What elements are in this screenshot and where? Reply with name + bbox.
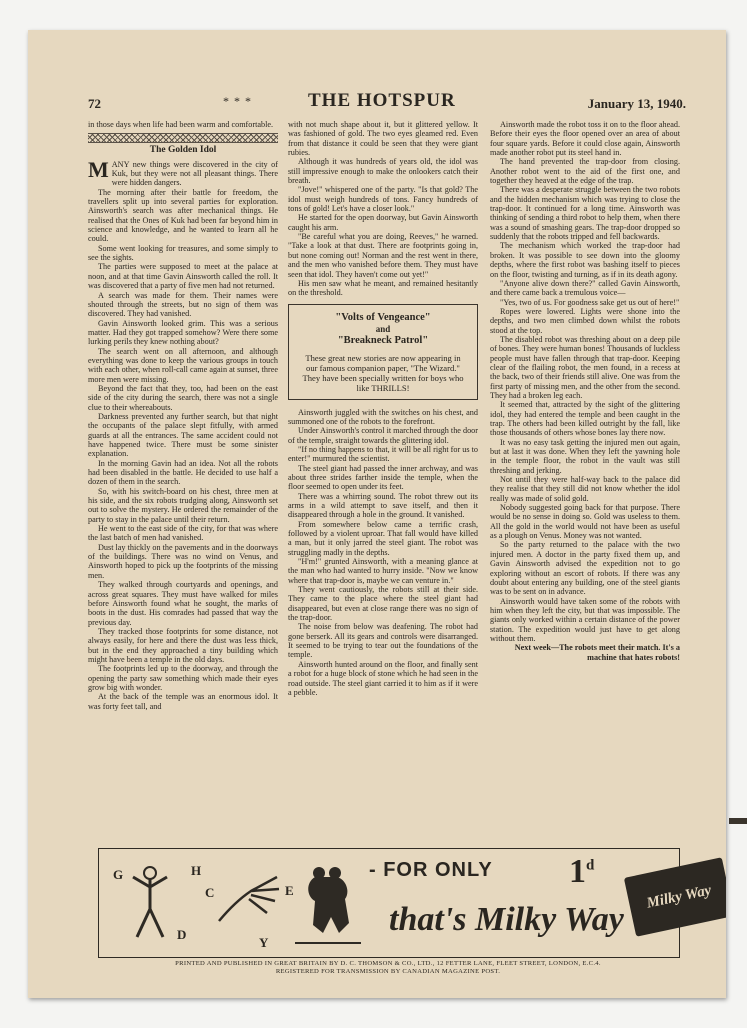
imprint-line: REGISTERED FOR TRANSMISSION BY CANADIAN MAGAZINE POST. xyxy=(275,968,501,975)
ad-tagline: that's Milky Way xyxy=(389,901,624,938)
printer-imprint xyxy=(98,960,678,976)
paragraph: "Jove!" whispered one of the party. "Is that gold? The idol must weigh hundreds of tons. Fancy hundreds of tons of gold! Let's have a closer look." xyxy=(288,185,478,214)
paragraph: From somewhere below came a terrific crash, followed by a violent uproar. That fall would have killed a man, but it only jarred the steel giant. The robot was struggling madly in the depths. xyxy=(288,519,478,557)
paragraph: It was no easy task getting the injured men out again, but at last it was done. When they left the yawning hole in the temple floor, the robot in the vault was still threshing and jerking. xyxy=(490,437,680,475)
paragraph: Darkness prevented any further search, but that night the occupants of the palace slept fitfully, with armed guards at all the entrances. The same accident could not have happened twice. There must be some sinister explanation. xyxy=(88,411,278,459)
promo-and: and xyxy=(375,323,391,334)
paragraph: He went to the east side of the city, for that was where the last batch of men had vanished. xyxy=(88,524,278,543)
paragraph: The disabled robot was threshing about on a deep pile of bones. They were human bones! Thousands of luckless people must have fallen through that trap-door. Keeping clear of the flailing robot, the men found, in a recess at the back, two of their friends still alive. One was from the first party of missing men, and the other from the second. They had a broken leg each. xyxy=(490,334,680,400)
paragraph: Ainsworth juggled with the switches on his chest, and summoned one of the robots to the forefront. xyxy=(288,407,478,426)
paragraph: They went cautiously, the robots still at their side. They came to the place where the steel giant had disappeared, but even at close range there was no sign of the trap-door. xyxy=(288,585,478,623)
paragraph: "Yes, two of us. For goodness sake get us out of here!" xyxy=(500,297,680,307)
paragraph: "Be careful what you are doing, Reeves," he warned. "Take a look at that dust. There are footprints going in, but none coming out! Norman and the rest went in there, and the men who vanished before them. They must have seen that idol. They haven't come out yet!" xyxy=(288,232,478,279)
paragraph: The steel giant had passed the inner archway, and was about three strides farther inside the temple, when the floor seemed to open under its feet. xyxy=(288,463,478,492)
paragraph: Although it was hundreds of years old, the idol was still impressive enough to make the onlookers catch their breath. xyxy=(288,157,478,186)
paragraph: Ropes were lowered. Lights were shone into the depths, and two men climbed down whilst the robots stood at the top. xyxy=(490,306,680,335)
decorative-rule xyxy=(88,133,278,143)
bear-shadow-icon xyxy=(295,863,361,947)
paragraph: So the party returned to the palace with the two injured men. A doctor in the party fixed them up, and Gavin Ainsworth advised the expedition not to go exploring without an escort of robots. If there was any doubt about entering any building, one of the steel giants was to be sent on in advance. xyxy=(490,540,680,597)
ad-letter: E xyxy=(285,883,294,898)
hand-shadow-icon xyxy=(215,869,283,929)
ad-price-unit: d xyxy=(586,857,595,874)
chocolate-bar-image xyxy=(624,857,726,936)
paragraph: "Anyone alive down there?" called Gavin Ainsworth, and there came back a tremulous voice— xyxy=(490,278,680,298)
magazine-page xyxy=(28,30,726,998)
running-man-icon xyxy=(123,863,177,947)
paragraph: Ainsworth hunted around on the floor, and finally sent a robot for a huge block of stone which he had seen in the road outside. The steel giant carried it to him as if it were a pebble. xyxy=(288,659,478,697)
paragraph: Nobody suggested going back for that purpose. There would be no sense in doing so. Gold was useless to them. All the gold in the world would not have been as useful as a plough on Venus. Money was not wanted. xyxy=(490,503,680,541)
ad-price xyxy=(569,853,594,891)
promo-title: "Volts of Vengeance" xyxy=(335,311,431,323)
ad-letter: C xyxy=(205,885,215,900)
header-ornament: * * * xyxy=(223,94,252,108)
page-number: 72 xyxy=(88,96,101,111)
article-columns xyxy=(88,120,688,848)
ad-letter: Y xyxy=(259,935,269,950)
paragraph-text: ANY new things were discovered in the city of Kuk, but they were not all pleasant things. There were hidden dangers. xyxy=(111,159,278,188)
promo-body: These great new stories are now appearing in our famous companion paper, "The Wizard." They have been specially written for boys who like THRILLS! xyxy=(302,352,464,393)
paragraph: They tracked those footprints for some distance, not always easily, for here and there the dust was less thick, but in the end they approached a tiny building which might have been a temple in the old days. xyxy=(88,626,278,664)
paragraph: "If no thing happens to that, it will be all right for us to enter!" murmured the scientist. xyxy=(288,444,478,464)
paragraph: Dust lay thickly on the pavements and in the doorways of the buildings. There was no wind on Venus, and Ainsworth hoped to pick up the footprints of the missing men. xyxy=(88,542,278,580)
paragraph: The parties were supposed to meet at the palace at noon, and at that time Gavin Ainsworth called the roll. It was discovered that a party of five men had not returned. xyxy=(88,262,278,291)
paragraph: The noise from below was deafening. The robot had gone berserk. All its gears and controls were disarranged. It seemed to be trying to tear out the foundations of the temple. xyxy=(288,622,478,660)
column-3 xyxy=(490,120,680,848)
paragraph: There was a desperate struggle between the two robots and the hidden mechanism which was trying to close the trap-door. It continued for a long time. Ainsworth was thinking of sending a third robot to help them, when there was a sound of smashing gears. The trap-door dropped so suddenly that the robots tripped and fell backwards. xyxy=(490,185,680,242)
paragraph: "H'm!" grunted Ainsworth, with a meaning glance at the man who had wanted to hurry inside. "Now we know where that trap-door is, maybe we can venture in." xyxy=(288,557,478,585)
paragraph: in those days when life had been warm and comfortable. xyxy=(88,120,274,129)
ad-letter: G xyxy=(113,867,124,882)
promo-subtitle: "Breakneck Patrol" xyxy=(337,334,429,346)
paragraph: The mechanism which worked the trap-door had broken. It was possible to see down into the gloomy depths, where the first robot was bashing itself to pieces on the floor, twisting and turning, as if in its death agony. xyxy=(490,241,680,279)
drop-cap: M xyxy=(88,156,109,182)
paragraph: He started for the open doorway, but Gavin Ainsworth caught his arm. xyxy=(288,213,478,232)
paragraph: His men saw what he meant, and remained hesitantly on the threshold. xyxy=(288,278,478,298)
paragraph: Under Ainsworth's control it marched through the door of the temple, straight towards the glittering idol. xyxy=(288,426,478,445)
column-1 xyxy=(88,120,278,848)
paragraph: At the back of the temple was an enormous idol. It was forty feet tall, and xyxy=(88,692,278,711)
paragraph: The hand prevented the trap-door from closing. Another robot went to the aid of the first one, and together they heaved at the edge of the trap. xyxy=(490,157,680,186)
ad-letter: D xyxy=(177,927,187,942)
paragraph: They walked through courtyards and openings, and across great squares. They must have walked for miles before Ainsworth found what he sought, the marks of boots in the dust. His comrades had passed that way the previous day. xyxy=(88,580,278,627)
paragraph: Ainsworth would have taken some of the robots with him when they left the city, but that was impossible. The giants only worked within a certain distance of the power station. The expedition would just have to get along without them. xyxy=(490,596,680,643)
edge-mark xyxy=(729,818,747,824)
ad-price-value: 1 xyxy=(569,853,586,890)
paragraph: Some went looking for treasures, and some simply to see the sights. xyxy=(88,243,278,263)
paragraph: Not until they were half-way back to the palace did they realise that they still did not know whether the idol really was made of solid gold. xyxy=(490,475,680,503)
paragraph: The search went on all afternoon, and although everything was done to keep the various groups in touch with each other, when roll-call came again at sunset, three more men were missing. xyxy=(88,346,278,384)
paragraph: In the morning Gavin had an idea. Not all the robots had been disabled in the battle. He decided to use half a dozen of them in the search. xyxy=(88,458,278,487)
page-header xyxy=(88,90,686,120)
next-week-teaser: Next week—The robots meet their match. It's a machine that hates robots! xyxy=(514,643,680,662)
paragraph: The morning after their battle for freedom, the travellers split up into several parties for exploration. Ainsworth's search was after mechanical things. He realised that the Ones of Kuk had been far beyond him in science and knowledge, and he wanted to learn all he could. xyxy=(88,187,278,244)
section-title: The Golden Idol xyxy=(149,145,217,156)
paragraph: Beyond the fact that they, too, had been on the east side of the city during the search, there was not a single clue to their whereabouts. xyxy=(88,383,278,412)
promo-box xyxy=(288,304,478,400)
magazine-title: THE HOTSPUR xyxy=(308,90,456,111)
paragraph: with not much shape about it, but it glittered yellow. It was fashioned of gold. The two eyes gleamed red. Even from that distance it could be seen that they were giant rubies. xyxy=(288,120,478,158)
bar-label: Milky Way xyxy=(645,881,713,912)
paragraph: Ainsworth made the robot toss it on to the floor ahead. Before their eyes the floor opened over an area of about four square yards. Before it could close again, Ainsworth made another robot put its steel hand in. xyxy=(490,120,680,158)
issue-date: January 13, 1940. xyxy=(587,96,686,111)
paragraph: A search was made for them. Their names were shouted through the streets, but no sign of them was discovered. They had vanished. xyxy=(88,290,278,319)
imprint-line: PRINTED AND PUBLISHED IN GREAT BRITAIN BY D. C. THOMSON & CO., LTD., 12 FETTER LANE, FLEET STREET, LONDON, E.C.4. xyxy=(175,960,601,967)
paragraph: Gavin Ainsworth looked grim. This was a serious matter. Had they got trapped somehow? Were there some lurking perils they knew nothing about? xyxy=(88,318,278,347)
paragraph: The footprints led up to the doorway, and through the opening the party saw something which made their eyes grow big with wonder. xyxy=(88,664,278,692)
ad-headline: - FOR ONLY xyxy=(369,859,493,881)
paragraph: It seemed that, attracted by the sight of the glittering idol, they had entered the temple and been caught in the trap. The others had been killed outright by the fall, like those thousands of others whose bones lay there now. xyxy=(490,400,680,438)
paragraph: So, with his switch-board on his chest, three men at his side, and the six robots trudging along, Ainsworth set out to solve the mystery. He ordered the remainder of the party to stay in the palace until their return. xyxy=(88,486,278,524)
ad-illustrations xyxy=(99,849,379,957)
paragraph xyxy=(88,156,278,188)
paragraph: There was a whirring sound. The robot threw out its arms in a wild attempt to save itself, and then it disappeared through a hole in the ground. It vanished. xyxy=(288,491,478,520)
column-2 xyxy=(288,120,478,848)
ad-letter: H xyxy=(191,863,202,878)
milky-way-advert xyxy=(98,848,713,958)
